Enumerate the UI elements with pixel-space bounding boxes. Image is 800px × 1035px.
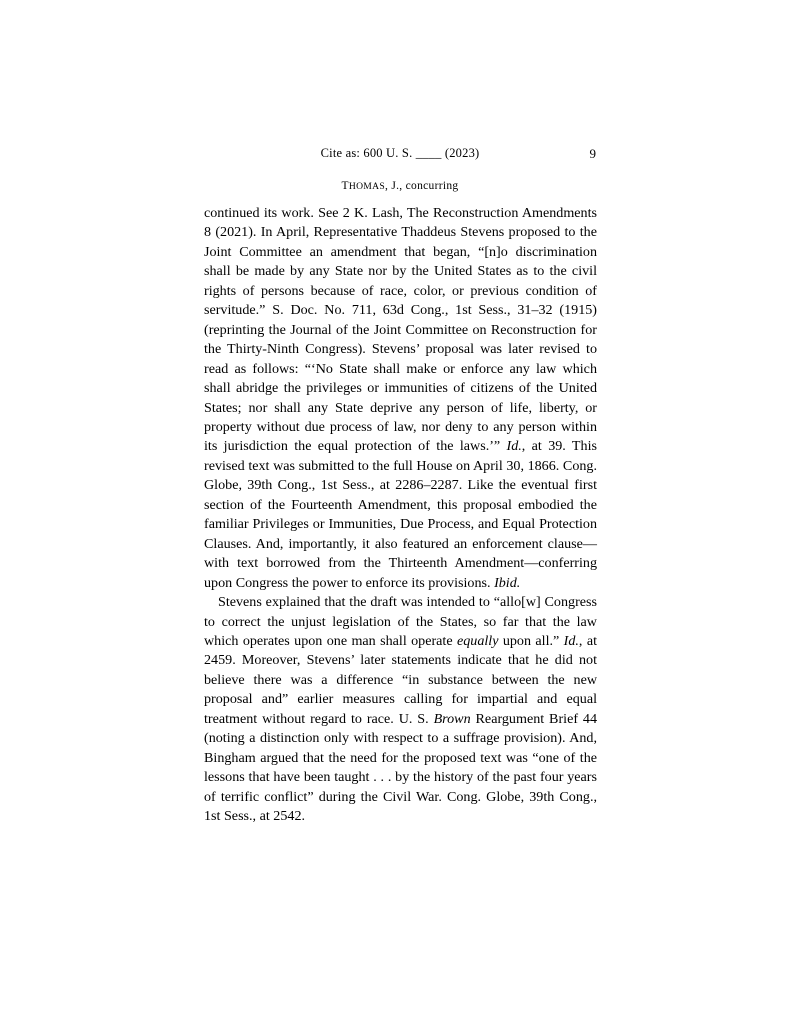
text-run: upon all.”	[498, 632, 564, 649]
page-number: 9	[589, 146, 596, 161]
text-run: Stevens explained that the draft was intended to “allo[w] Congress to correct the unjust legislation of the States, so far that the law which operates upon one man shall operate	[204, 594, 597, 649]
running-head	[204, 180, 596, 192]
running-head-suffix: , J., concurring	[385, 180, 459, 192]
body-paragraph	[204, 593, 597, 826]
running-head-smallcaps: HOMAS	[348, 181, 385, 192]
running-head-prefix: T	[341, 180, 349, 192]
body-paragraph	[204, 204, 597, 593]
text-run: , at 2459. Moreover, Stevens’ later statements indicate that he did not believe there was a difference “in substance between the new proposal and” earlier measures calling for impartial and equal treatment without regard to race. U. S.	[204, 632, 597, 727]
italic-run: Id.	[563, 632, 579, 649]
italic-run: Id.	[506, 438, 522, 455]
italic-run: Brown	[433, 710, 471, 727]
page-header	[204, 146, 596, 162]
italic-run: Ibid.	[494, 574, 521, 591]
citation-line: Cite as: 600 U. S. ____ (2023)	[320, 146, 480, 160]
text-run: continued its work. See 2 K. Lash, The Reconstruction Amendments 8 (2021). In April, Representative Thaddeus Stevens proposed to the Joint Committee an amendment that began, “[n]o discrimination shall be made by any State nor by the United States as to the civil rights of persons because of race, color, or previous condition of servitude.” S. Doc. No. 711, 63d Cong., 1st Sess., 31–32 (1915) (reprinting the Journal of the Joint Committee on Reconstruction for the Thirty-Ninth Congress). Stevens’ proposal was later revised to read as follows: “‘No State shall make or enforce any law which shall abridge the privileges or immunities of citizens of the United States; nor shall any State deprive any person of life, liberty, or property without due process of law, nor deny to any person within its jurisdiction the equal protection of the laws.’”	[204, 205, 597, 455]
italic-run: equally	[456, 632, 499, 649]
document-body	[204, 204, 597, 827]
text-run: , at 39. This revised text was submitted to the full House on April 30, 1866. Cong. Globe, 39th Cong., 1st Sess., at 2286–2287. Like the eventual first section of the Fourteenth Amendment, this proposal embodied the familiar Privileges or Immunities, Due Process, and Equal Protection Clauses. And, importantly, it also featured an enforcement clause—with text borrowed from the Thirteenth Amendment—conferring upon Congress the power to enforce its provisions.	[204, 438, 597, 591]
text-run: Reargument Brief 44 (noting a distinction only with respect to a suffrage provision). And, Bingham argued that the need for the proposed text was “one of the lessons that have been taught . . . by the history of the past four years of terrific conflict” during the Civil War. Cong. Globe, 39th Cong., 1st Sess., at 2542.	[204, 710, 598, 825]
